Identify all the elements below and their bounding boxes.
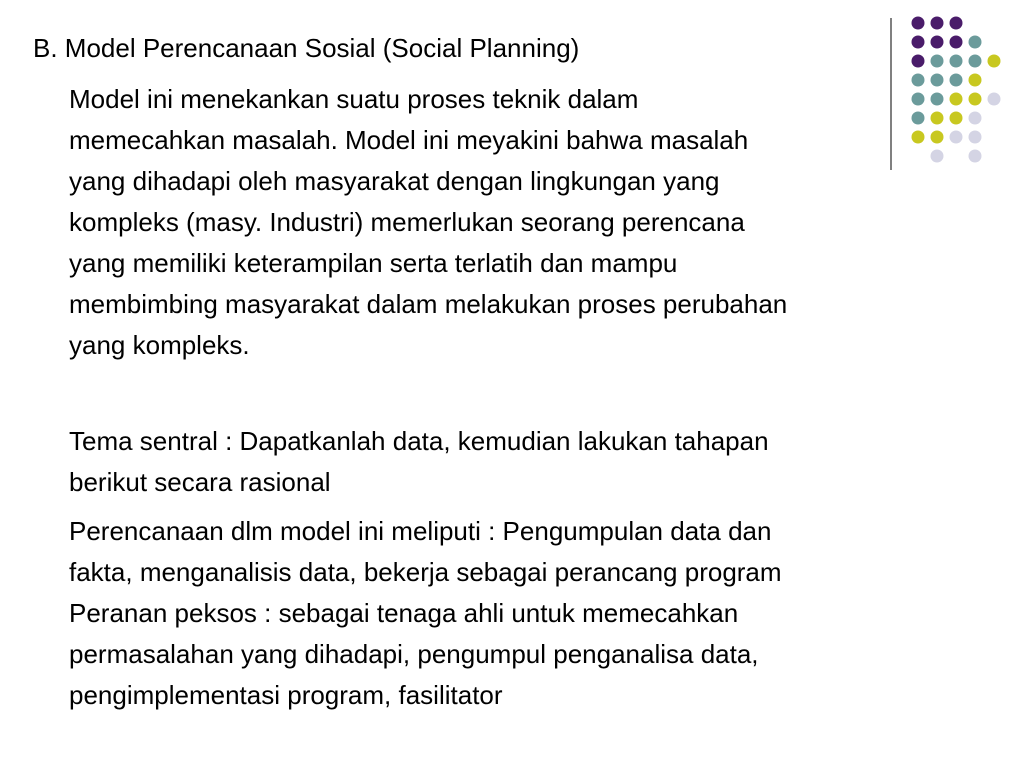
paragraph-central-theme: Tema sentral : Dapatkanlah data, kemudian lakukan tahapan berikut secara rasional bbox=[69, 426, 769, 497]
dot bbox=[950, 36, 963, 49]
dot bbox=[969, 36, 982, 49]
slide-title: B. Model Perencanaan Sosial (Social Planning) bbox=[33, 33, 580, 63]
dot bbox=[950, 55, 963, 68]
dot bbox=[912, 55, 925, 68]
dot bbox=[969, 55, 982, 68]
paragraph-model-description: Model ini menekankan suatu proses teknik dalam memecahkan masalah. Model ini meyakini bahwa masalah yang dihadapi oleh masyarakat dengan lingkungan yang kompleks (masy. Industri) memerlukan seorang perencana yang memiliki keterampilan serta terlatih dan mampu membimbing masyarakat dalam melakukan proses perubahan yang kompleks. bbox=[69, 84, 788, 360]
paragraph-planning-scope: Perencanaan dlm model ini meliputi : Pengumpulan data dan fakta, menganalisis data, bekerja sebagai perancang program Peranan peksos : sebagai tenaga ahli untuk memecahkan permasalahan yang dihadapi, pengumpul penganalisa data, pengimplementasi program, fasilitator bbox=[69, 516, 782, 710]
dot bbox=[912, 17, 925, 30]
dot bbox=[988, 55, 1001, 68]
dot bbox=[931, 17, 944, 30]
dot bbox=[931, 36, 944, 49]
dot bbox=[931, 55, 944, 68]
dot bbox=[912, 36, 925, 49]
dot bbox=[950, 17, 963, 30]
